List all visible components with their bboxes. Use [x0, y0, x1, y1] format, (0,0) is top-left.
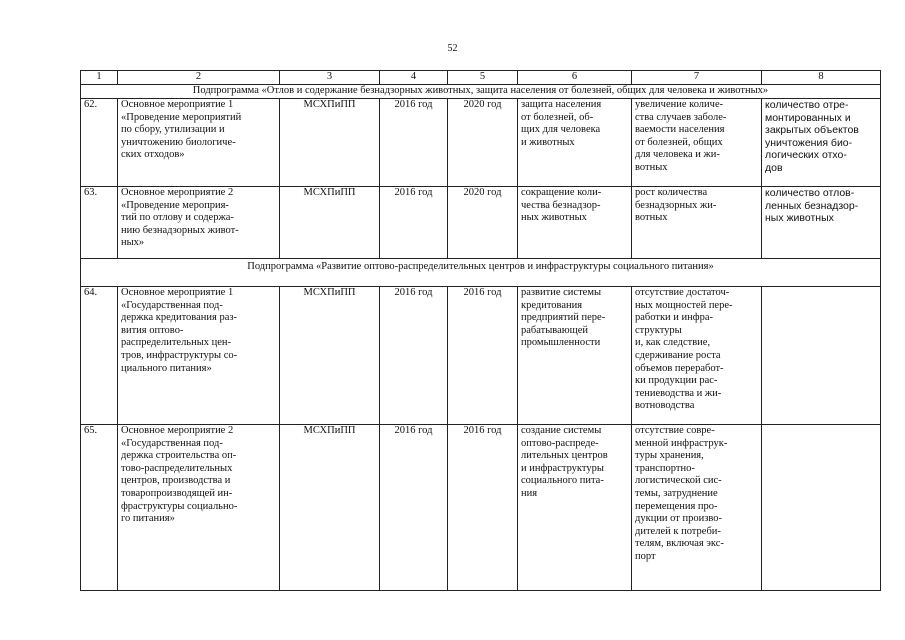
end-year-cell: 2016 год: [448, 287, 518, 425]
end-year-cell: 2020 год: [448, 187, 518, 259]
end-year-cell: 2016 год: [448, 425, 518, 591]
consequences-cell: отсутствие совре- менной инфраструк- туры хранения, транспортно- логистической сис- темы, затруднение перемещения про- дукции от произво- дителей к потреби- телям, включая экс- порт: [632, 425, 762, 591]
table-row: [81, 425, 881, 591]
column-header: 1: [81, 71, 118, 85]
start-year-cell: 2016 год: [380, 287, 448, 425]
column-header: 6: [518, 71, 632, 85]
column-header: 5: [448, 71, 518, 85]
start-year-cell: 2016 год: [380, 99, 448, 187]
executor-cell: МСХПиПП: [280, 187, 380, 259]
table-row: [81, 187, 881, 259]
consequences-cell: рост количества безнадзорных жи- вотных: [632, 187, 762, 259]
measure-cell: Основное мероприятие 1 «Государственная под- держка кредитования раз- вития оптово- распределительных цен- тров, инфраструктуры со- циального питания»: [118, 287, 280, 425]
indicator-cell: количество отлов- ленных безнадзор- ных животных: [762, 187, 881, 259]
column-header: 8: [762, 71, 881, 85]
start-year-cell: 2016 год: [380, 425, 448, 591]
row-number: 62.: [81, 99, 118, 187]
consequences-cell: отсутствие достаточ- ных мощностей пере- работки и инфра- структуры и, как следствие, сдерживание роста объемов переработ- ки продукции рас- тениеводства и жи- вотноводства: [632, 287, 762, 425]
column-header: 2: [118, 71, 280, 85]
executor-cell: МСХПиПП: [280, 287, 380, 425]
subprogram-title: Подпрограмма «Развитие оптово-распределительных центров и инфраструктуры социального питания»: [81, 259, 881, 287]
program-table: [80, 70, 881, 591]
subprogram-row: [81, 85, 881, 99]
column-header: 7: [632, 71, 762, 85]
measure-cell: Основное мероприятие 2 «Государственная под- держка строительства оп- тово-распределительных центров, производства и товаропроизводящей ин- фраструктуры социально- го питания»: [118, 425, 280, 591]
subprogram-title: Подпрограмма «Отлов и содержание безнадзорных животных, защита населения от болезней, общих для человека и животных»: [81, 85, 881, 99]
table-row: [81, 99, 881, 187]
indicator-cell: количество отре- монтированных и закрытых объектов уничтожения био- логических отхо- дов: [762, 99, 881, 187]
indicator-cell: [762, 287, 881, 425]
row-number: 65.: [81, 425, 118, 591]
executor-cell: МСХПиПП: [280, 99, 380, 187]
measure-cell: Основное мероприятие 1 «Проведение мероприятий по сбору, утилизации и уничтожению биологиче- ских отходов»: [118, 99, 280, 187]
column-header: 4: [380, 71, 448, 85]
consequences-cell: увеличение количе- ства случаев заболе- ваемости населения от болезней, общих для человека и жи- вотных: [632, 99, 762, 187]
end-year-cell: 2020 год: [448, 99, 518, 187]
start-year-cell: 2016 год: [380, 187, 448, 259]
measure-cell: Основное мероприятие 2 «Проведение мероприя- тий по отлову и содержа- нию безнадзорных живот- ных»: [118, 187, 280, 259]
result-cell: защита населения от болезней, об- щих для человека и животных: [518, 99, 632, 187]
executor-cell: МСХПиПП: [280, 425, 380, 591]
column-number-row: [81, 71, 881, 85]
table-row: [81, 287, 881, 425]
page-number: 52: [447, 43, 458, 54]
subprogram-row: [81, 259, 881, 287]
result-cell: создание системы оптово-распреде- лительных центров и инфраструктуры социального пита- ния: [518, 425, 632, 591]
column-header: 3: [280, 71, 380, 85]
row-number: 64.: [81, 287, 118, 425]
result-cell: развитие системы кредитования предприятий пере- рабатывающей промышленности: [518, 287, 632, 425]
result-cell: сокращение коли- чества безнадзор- ных животных: [518, 187, 632, 259]
indicator-cell: [762, 425, 881, 591]
row-number: 63.: [81, 187, 118, 259]
